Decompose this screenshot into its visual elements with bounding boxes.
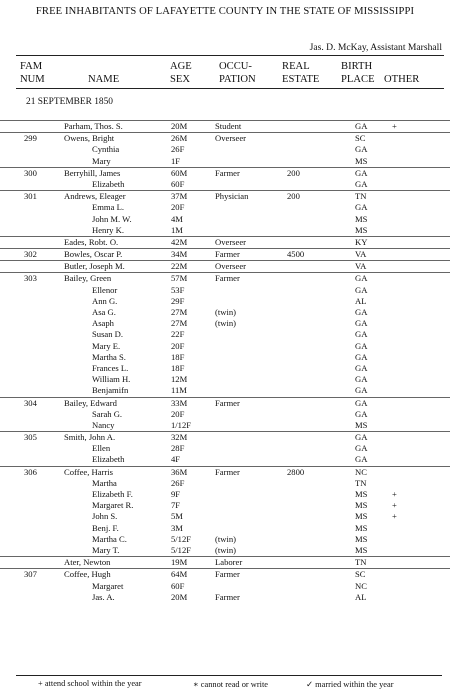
fam-cell: 306 [24,466,37,477]
occupation-cell: Farmer [215,249,240,260]
birth-place-cell: VA [355,261,367,272]
birth-place-cell: MS [355,500,368,511]
age-sex-cell: 22M [171,261,188,272]
table-row [0,285,450,296]
table-row [0,329,450,340]
birth-place-cell: GA [355,374,368,385]
age-sex-cell: 5/12F [171,544,192,555]
birth-place-cell: GA [355,432,368,443]
name-cell: Emma L. [92,202,124,213]
name-cell: Bailey, Edward [64,397,117,408]
name-cell: Asaph [92,318,114,329]
other-cell: + [392,121,397,131]
age-sex-cell: 26M [171,133,188,144]
name-cell: Coffee, Hugh [64,569,111,580]
age-sex-cell: 26F [171,477,185,488]
name-cell: Cynthia [92,144,120,155]
name-cell: Elizabeth F. [92,489,133,499]
table-row [0,534,450,545]
age-sex-cell: 60F [171,178,185,189]
name-cell: Sarah G. [92,408,123,419]
fam-cell: 302 [24,249,37,260]
col-header-fam: FAM NUM [20,61,45,85]
age-sex-cell: 37M [171,191,188,202]
age-sex-cell: 64M [171,569,188,580]
name-cell: Jas. A. [92,591,115,602]
birth-place-cell: MS [355,511,368,522]
table-row [0,581,450,592]
birth-place-cell: AL [355,295,367,306]
table-row [0,307,450,318]
birth-place-cell: GA [355,443,368,454]
name-cell: John S. [92,511,118,522]
age-sex-cell: 5/12F [171,533,192,544]
birth-place-cell: NC [355,580,367,591]
birth-place-cell: GA [355,408,368,419]
real-estate-cell: 200 [287,167,300,178]
occupation-cell: (twin) [215,544,237,555]
name-cell: Ellen [92,443,111,454]
birth-place-cell: GA [355,318,368,329]
col-header-real-estate: REAL ESTATE [282,61,320,85]
table-row [0,318,450,329]
table-row [0,500,450,511]
age-sex-cell: 32M [171,432,188,443]
table-row [0,385,450,396]
age-sex-cell: 1M [171,224,183,235]
other-cell: + [392,511,397,522]
occupation-cell: Farmer [215,397,240,408]
table-row [0,545,450,556]
birth-place-cell: GA [355,362,368,373]
name-cell: Ater, Newton [64,557,111,568]
name-cell: Margaret R. [92,500,134,511]
age-sex-cell: 1F [171,155,181,166]
table-row [0,454,450,465]
occupation-cell: Overseer [215,236,247,247]
age-sex-cell: 33M [171,397,188,408]
birth-place-cell: MS [355,544,368,555]
age-sex-cell: 60M [171,167,188,178]
table-row [0,341,450,352]
name-cell: Coffee, Harris [64,466,113,477]
name-cell: Butler, Joseph M. [64,261,125,272]
name-cell: Frances L. [92,362,129,373]
fam-cell: 305 [24,432,37,443]
table-row [0,260,450,272]
real-estate-cell: 4500 [287,249,305,260]
age-sex-cell: 18F [171,362,185,373]
page-title: FREE INHABITANTS OF LAFAYETTE COUNTY IN THE STATE OF MISSISSIPPI [35,6,415,17]
birth-place-cell: MS [355,155,368,166]
age-sex-cell: 53F [171,284,185,295]
name-cell: Margaret [92,580,124,591]
name-cell: Martha [92,477,117,488]
age-sex-cell: 19M [171,557,188,568]
age-sex-cell: 20M [171,121,188,131]
name-cell: Berryhill, James [64,167,121,178]
birth-place-cell: MS [355,419,368,430]
age-sex-cell: 60F [171,580,185,591]
legend-read: ∗ cannot read or write [193,680,268,689]
fam-cell: 299 [24,133,37,144]
age-sex-cell: 27M [171,318,188,329]
table-row [0,156,450,167]
name-cell: Eades, Robt. O. [64,236,119,247]
birth-place-cell: GA [355,178,368,189]
table-row [0,296,450,307]
table-row [0,272,450,284]
fam-cell: 303 [24,273,37,284]
birth-place-cell: KY [355,236,368,247]
birth-place-cell: AL [355,591,367,602]
table-row [0,409,450,420]
table-row [0,248,450,260]
occupation-cell: Overseer [215,261,247,272]
occupation-cell: Laborer [215,557,243,568]
age-sex-cell: 3M [171,522,183,533]
occupation-cell: Overseer [215,133,247,144]
birth-place-cell: GA [355,329,368,340]
name-cell: John M. W. [92,213,132,224]
name-cell: Owens, Bright [64,133,115,144]
legend-school: + attend school within the year [38,679,142,688]
age-sex-cell: 27M [171,307,188,317]
age-sex-cell: 29F [171,295,185,306]
occupation-cell: Physician [215,191,249,202]
age-sex-cell: 4F [171,454,181,465]
age-sex-cell: 7F [171,500,181,511]
age-sex-cell: 1/12F [171,419,192,430]
birth-place-cell: NC [355,466,367,477]
table-row [0,120,450,132]
occupation-cell: Student [215,121,242,131]
col-header-birth-place: BIRTH PLACE [341,61,375,85]
col-header-occupation: OCCU- PATION [219,61,256,85]
table-row [0,132,450,144]
occupation-cell: Farmer [215,167,240,178]
header-rule-top [16,55,444,56]
name-cell: Susan D. [92,329,124,340]
table-row [0,568,450,580]
birth-place-cell: GA [355,273,368,284]
birth-place-cell: MS [355,533,368,544]
birth-place-cell: MS [355,213,368,224]
birth-place-cell: GA [355,397,368,408]
table-row [0,202,450,213]
table-row [0,511,450,522]
age-sex-cell: 12M [171,374,188,385]
table-row [0,523,450,534]
census-date: 21 SEPTEMBER 1850 [26,97,113,107]
name-cell: Martha C. [92,533,127,544]
age-sex-cell: 57M [171,273,188,284]
birth-place-cell: MS [355,489,368,499]
table-row [0,167,450,179]
occupation-cell: Farmer [215,466,240,477]
name-cell: Bailey, Green [64,273,112,284]
fam-cell: 301 [24,191,37,202]
age-sex-cell: 26F [171,144,185,155]
birth-place-cell: GA [355,121,368,131]
table-row [0,190,450,202]
table-row [0,352,450,363]
name-cell: Smith, John A. [64,432,116,443]
birth-place-cell: GA [355,340,368,351]
name-cell: Parham, Thos. S. [64,121,123,131]
col-header-name: NAME [88,74,120,85]
occupation-cell: Farmer [215,591,240,602]
birth-place-cell: TN [355,191,367,202]
name-cell: William H. [92,374,131,385]
table-row [0,556,450,568]
fam-cell: 304 [24,397,37,408]
name-cell: Ann G. [92,295,118,306]
age-sex-cell: 20F [171,340,185,351]
birth-place-cell: GA [355,284,368,295]
table-row [0,225,450,236]
birth-place-cell: GA [355,144,368,155]
table-row [0,431,450,443]
footer-rule [16,675,442,676]
col-header-other: OTHER [384,74,420,85]
table-row [0,214,450,225]
name-cell: Martha S. [92,351,126,362]
table-row [0,592,450,603]
marshal-name: Jas. D. McKay, Assistant Marshall [309,42,442,53]
birth-place-cell: GA [355,454,368,465]
age-sex-cell: 42M [171,236,188,247]
table-row [0,478,450,489]
fam-cell: 307 [24,569,37,580]
header-rule-bottom [16,88,444,89]
table-row [0,374,450,385]
age-sex-cell: 18F [171,351,185,362]
table-row [0,363,450,374]
birth-place-cell: GA [355,167,368,178]
table-row [0,443,450,454]
birth-place-cell: MS [355,522,368,533]
birth-place-cell: MS [355,224,368,235]
birth-place-cell: SC [355,133,366,144]
age-sex-cell: 20M [171,591,188,602]
name-cell: Henry K. [92,224,124,235]
table-row [0,179,450,190]
occupation-cell: Farmer [215,569,240,580]
name-cell: Mary [92,155,111,166]
age-sex-cell: 5M [171,511,183,522]
birth-place-cell: TN [355,477,367,488]
name-cell: Elizabeth [92,178,125,189]
other-cell: + [392,500,397,511]
table-row [0,144,450,155]
name-cell: Asa G. [92,307,116,317]
occupation-cell: (twin) [215,533,237,544]
name-cell: Mary T. [92,544,120,555]
name-cell: Ellenor [92,284,118,295]
occupation-cell: (twin) [215,318,237,329]
birth-place-cell: SC [355,569,366,580]
age-sex-cell: 34M [171,249,188,260]
fam-cell: 300 [24,167,37,178]
name-cell: Benj. F. [92,522,119,533]
name-cell: Elizabeth [92,454,125,465]
birth-place-cell: GA [355,351,368,362]
table-row [0,420,450,431]
real-estate-cell: 200 [287,191,300,202]
age-sex-cell: 28F [171,443,185,454]
table-row [0,466,450,478]
name-cell: Benjamifn [92,385,129,396]
age-sex-cell: 11M [171,385,187,396]
census-table [0,120,450,603]
real-estate-cell: 2800 [287,466,305,477]
occupation-cell: Farmer [215,273,240,284]
table-row [0,489,450,500]
table-row [0,236,450,248]
age-sex-cell: 36M [171,466,188,477]
other-cell: + [392,489,397,499]
birth-place-cell: GA [355,385,368,396]
age-sex-cell: 9F [171,489,181,499]
name-cell: Bowles, Oscar P. [64,249,123,260]
age-sex-cell: 20F [171,202,185,213]
birth-place-cell: VA [355,249,367,260]
birth-place-cell: GA [355,307,368,317]
age-sex-cell: 20F [171,408,185,419]
birth-place-cell: GA [355,202,368,213]
name-cell: Mary E. [92,340,121,351]
age-sex-cell: 22F [171,329,185,340]
legend-married: ✓ married within the year [306,680,394,689]
age-sex-cell: 4M [171,213,183,224]
birth-place-cell: TN [355,557,367,568]
name-cell: Nancy [92,419,115,430]
col-header-age-sex: AGE SEX [170,61,192,85]
table-row [0,397,450,409]
name-cell: Andrews, Eleager [64,191,126,202]
occupation-cell: (twin) [215,307,237,317]
